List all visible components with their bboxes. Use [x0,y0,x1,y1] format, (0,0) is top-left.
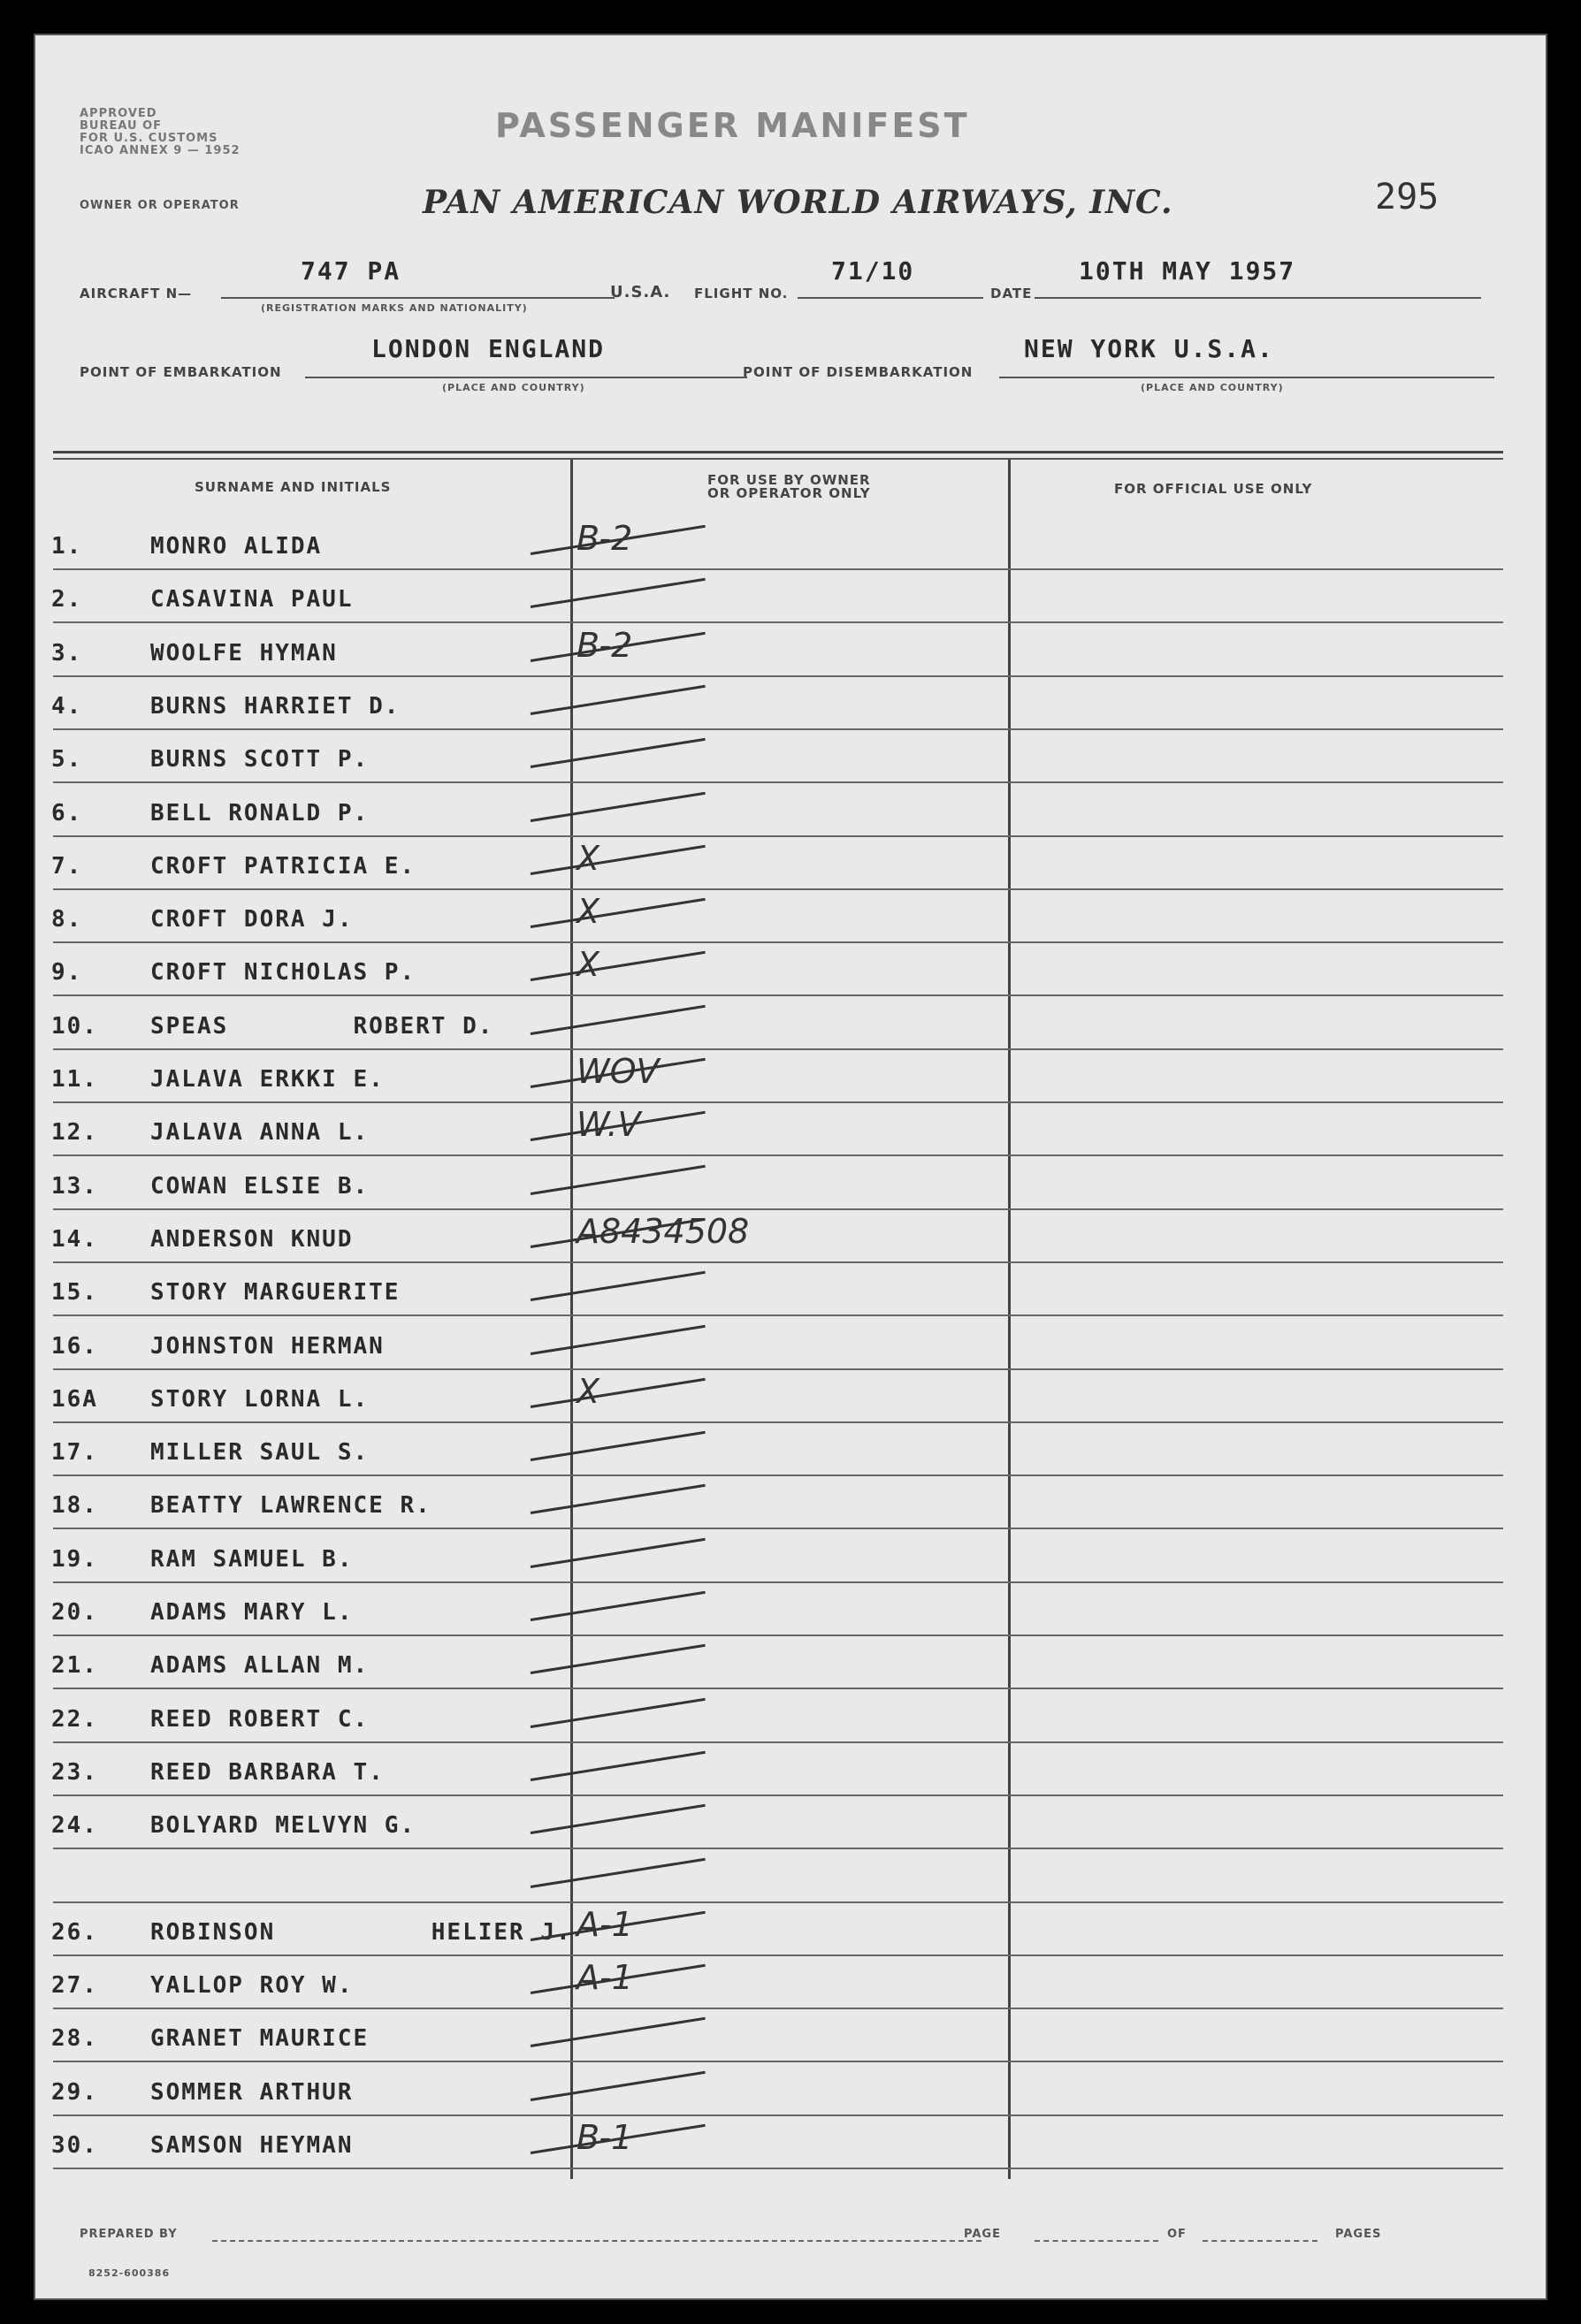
passenger-name: REED BARBARA T. [150,1759,385,1786]
row-rule [53,1314,1503,1316]
date-label: DATE [990,286,1033,301]
table-row [35,837,1503,890]
passenger-name: ADAMS ALLAN M. [150,1652,370,1679]
table-row [35,1743,1503,1796]
passenger-name: RAM SAMUEL B. [150,1546,354,1573]
stamp-line: FOR U.S. CUSTOMS [80,132,218,145]
stamp-line: ICAO ANNEX 9 — 1952 [80,144,241,157]
row-number: 11. [51,1066,98,1093]
passenger-name: BELL RONALD P. [150,800,370,827]
passenger-name: CROFT PATRICIA E. [150,853,416,880]
row-number: 17. [51,1439,98,1466]
column-header-name: SURNAME AND INITIALS [195,479,392,495]
passenger-name: SOMMER ARTHUR [150,2079,354,2106]
row-rule [53,1154,1503,1156]
passenger-name: CROFT NICHOLAS P. [150,959,416,986]
table-row [35,1956,1503,2009]
table-row [35,1370,1503,1423]
passenger-name: ADAMS MARY L. [150,1599,354,1626]
check-stroke [531,738,706,768]
row-number: 10. [51,1013,98,1040]
row-number: 18. [51,1492,98,1519]
check-stroke [531,1804,706,1834]
row-number: 24. [51,1812,98,1839]
row-rule [53,2168,1503,2169]
check-stroke [531,2071,706,2101]
row-number: 1. [51,533,83,560]
check-stroke [531,685,706,715]
passenger-name: CROFT DORA J. [150,906,354,933]
operator-mark: X [577,945,600,984]
passenger-name: JOHNSTON HERMAN [150,1333,385,1360]
manifest-sheet [34,34,1547,2300]
row-number: 2. [51,586,83,613]
table-row [35,1157,1503,1210]
row-rule [53,621,1503,623]
check-stroke [531,845,706,875]
column-header-line: FOR USE BY OWNER [707,472,871,488]
check-stroke [531,898,706,928]
passenger-name: BOLYARD MELVYN G. [150,1812,416,1839]
passenger-name: MILLER SAUL S. [150,1439,370,1466]
row-number: 30. [51,2132,98,2159]
table-row [35,1903,1503,1956]
usa-label: U.S.A. [610,283,671,301]
table-row [35,677,1503,730]
aircraft-label: AIRCRAFT N— [80,286,193,301]
row-number: 9. [51,959,83,986]
table-row [35,1050,1503,1103]
check-stroke [531,1698,706,1728]
table-row [35,1583,1503,1636]
passenger-name: ROBINSON HELIER J. [150,1919,572,1946]
row-number: 15. [51,1279,98,1306]
embarkation-value: LONDON ENGLAND [371,334,606,363]
table-row [35,1423,1503,1476]
flight-label: FLIGHT NO. [694,286,789,301]
check-stroke [531,1858,706,1888]
passenger-name: GRANET MAURICE [150,2025,370,2052]
passenger-name: BURNS HARRIET D. [150,693,401,720]
passenger-name: BURNS SCOTT P. [150,746,370,773]
passenger-name: YALLOP ROY W. [150,1972,354,1999]
table-row [35,1796,1503,1849]
row-number: 6. [51,800,83,827]
passenger-name: WOOLFE HYMAN [150,640,338,667]
row-number: 21. [51,1652,98,1679]
operator-mark: B-2 [577,626,633,665]
place-caption: (PLACE AND COUNTRY) [442,382,585,393]
flight-number: 71/10 [831,256,915,286]
form-title: PASSENGER MANIFEST [495,106,970,145]
disembarkation-value: NEW YORK U.S.A. [1024,334,1274,363]
pages-label: PAGES [1335,2228,1382,2241]
airline-name: PAN AMERICAN WORLD AIRWAYS, INC. [423,184,1173,221]
check-stroke [531,1271,706,1301]
row-number: 22. [51,1706,98,1733]
table-row [35,1103,1503,1156]
operator-mark: B-2 [577,519,633,558]
check-stroke [531,792,706,822]
form-number: 8252-600386 [88,2267,171,2279]
table-row [35,2009,1503,2062]
row-number: 12. [51,1119,98,1146]
passenger-name: BEATTY LAWRENCE R. [150,1492,432,1519]
table-row [35,2116,1503,2169]
check-stroke [531,1644,706,1674]
row-rule [53,994,1503,996]
embarkation-label: POINT OF EMBARKATION [80,364,282,380]
operator-mark: W.V [577,1105,641,1144]
place-caption: (PLACE AND COUNTRY) [1141,382,1284,393]
operator-mark: A8434508 [577,1212,750,1251]
row-number: 29. [51,2079,98,2106]
table-row [35,943,1503,996]
check-stroke [531,1538,706,1568]
check-stroke [531,1484,706,1514]
passenger-name: MONRO ALIDA [150,533,323,560]
table-row [35,1850,1503,1903]
row-rule [53,2061,1503,2062]
row-number: 16. [51,1333,98,1360]
prepared-by-label: PREPARED BY [80,2228,178,2241]
stamp-line: BUREAU OF [80,119,163,133]
row-number: 5. [51,746,83,773]
passenger-name: STORY MARGUERITE [150,1279,401,1306]
check-stroke [531,1431,706,1461]
operator-mark: X [577,1372,600,1411]
page-number: 295 [1375,177,1440,217]
row-number: 28. [51,2025,98,2052]
table-row [35,890,1503,943]
passenger-name: CASAVINA PAUL [150,586,354,613]
aircraft-value: 747 PA [301,256,401,286]
owner-label: OWNER OR OPERATOR [80,199,240,212]
table-row [35,730,1503,783]
check-stroke [531,951,706,981]
disembarkation-label: POINT OF DISEMBARKATION [743,364,974,380]
table-row [35,624,1503,677]
of-label: OF [1167,2228,1187,2241]
row-number: 13. [51,1173,98,1200]
table-row [35,2063,1503,2116]
row-number: 14. [51,1226,98,1253]
row-rule [53,1688,1503,1689]
registration-caption: (REGISTRATION MARKS AND NATIONALITY) [261,302,528,314]
column-header-line: OR OPERATOR ONLY [707,485,871,501]
operator-mark: B-1 [577,2118,633,2157]
column-header-operator [707,474,871,500]
operator-mark: X [577,892,600,931]
table-row [35,1263,1503,1316]
operator-mark: WOV [577,1052,660,1091]
passenger-name: COWAN ELSIE B. [150,1173,370,1200]
table-row [35,1530,1503,1583]
row-number: 16A [51,1386,98,1413]
table-row [35,784,1503,837]
flight-date: 10TH MAY 1957 [1079,256,1296,286]
passenger-name: JALAVA ANNA L. [150,1119,370,1146]
check-stroke [531,1378,706,1408]
row-rule [53,1528,1503,1529]
passenger-name: STORY LORNA L. [150,1386,370,1413]
row-number: 23. [51,1759,98,1786]
row-number: 7. [51,853,83,880]
operator-mark: A-1 [577,1905,633,1944]
check-stroke [531,1165,706,1195]
table-row [35,570,1503,623]
row-number: 4. [51,693,83,720]
check-stroke [531,1591,706,1621]
check-stroke [531,578,706,608]
table-row [35,997,1503,1050]
row-number: 3. [51,640,83,667]
check-stroke [531,1751,706,1781]
approval-stamp [80,108,241,157]
table-row [35,1690,1503,1743]
passenger-name: REED ROBERT C. [150,1706,370,1733]
operator-mark: A-1 [577,1958,633,1997]
row-number: 26. [51,1919,98,1946]
passenger-name: SPEAS ROBERT D. [150,1013,494,1040]
row-number: 20. [51,1599,98,1626]
table-row [35,1476,1503,1529]
page-label: PAGE [964,2228,1001,2241]
table-row [35,517,1503,570]
check-stroke [531,2017,706,2047]
operator-mark: X [577,839,600,878]
row-number: 19. [51,1546,98,1573]
stamp-line: APPROVED [80,107,157,120]
row-rule [53,1848,1503,1849]
row-rule [53,781,1503,783]
check-stroke [531,1325,706,1355]
table-row [35,1210,1503,1263]
column-header-official: FOR OFFICIAL USE ONLY [1114,481,1313,497]
table-row [35,1317,1503,1370]
table-row [35,1636,1503,1689]
row-number: 27. [51,1972,98,1999]
row-number: 8. [51,906,83,933]
passenger-name: ANDERSON KNUD [150,1226,354,1253]
check-stroke [531,1005,706,1035]
passenger-name: SAMSON HEYMAN [150,2132,354,2159]
passenger-name: JALAVA ERKKI E. [150,1066,385,1093]
